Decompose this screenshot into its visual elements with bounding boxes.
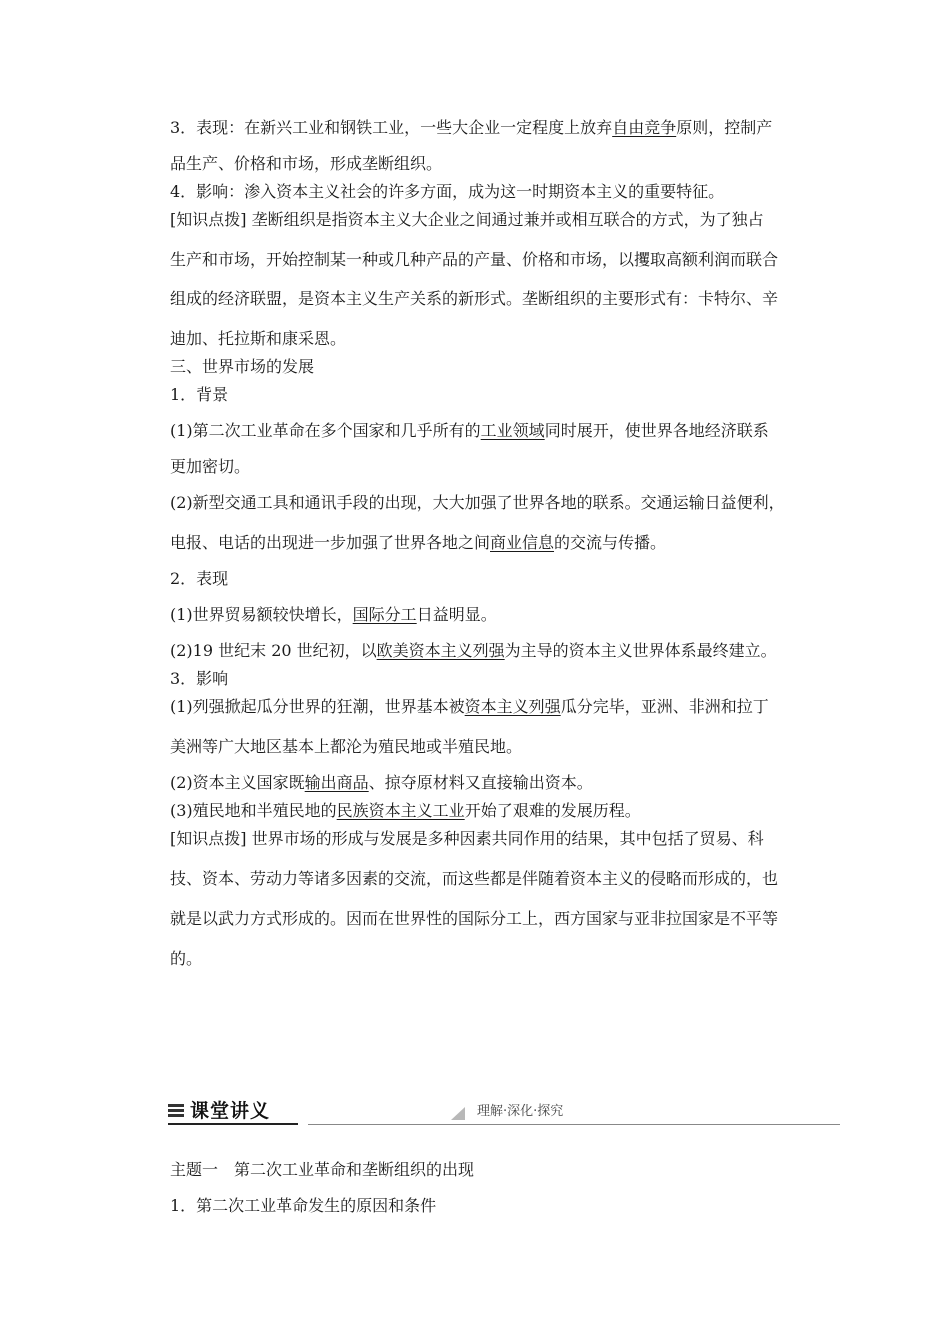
underlined-term: 资本主义列强 [464,697,561,716]
paragraph: 3．表现：在新兴工业和钢铁工业，一些大企业一定程度上放弃自由竞争原则，控制产 [170,118,773,137]
lecture-content [170,1160,820,1215]
sub-heading: 2．表现 [170,569,229,588]
paragraph: (2)新型交通工具和通讯手段的出现，大大加强了世界各地的联系。交通运输日益便利， [170,493,785,512]
paragraph: 4．影响：渗入资本主义社会的许多方面，成为这一时期资本主义的重要特征。 [170,182,725,201]
paragraph: (3)殖民地和半殖民地的民族资本主义工业开始了艰难的发展历程。 [170,801,641,820]
main-content [170,118,820,968]
paragraph: 电报、电话的出现进一步加强了世界各地之间商业信息的交流与传播。 [170,533,667,552]
underlined-term: 国际分工 [352,605,417,624]
paragraph: (1)世界贸易额较快增长，国际分工日益明显。 [170,605,497,624]
sub-heading: 1．第二次工业革命发生的原因和条件 [170,1196,437,1215]
section-banner [168,1098,840,1128]
underlined-term: 商业信息 [490,533,555,552]
underlined-term: 民族资本主义工业 [336,801,465,820]
paragraph: 品生产、价格和市场，形成垄断组织。 [170,154,443,173]
paragraph: (2)19 世纪末 20 世纪初，以欧美资本主义列强为主导的资本主义世界体系最终建立。 [170,641,777,660]
triangle-icon [451,1107,465,1120]
banner-underline [168,1123,298,1125]
underlined-term: 工业领域 [480,421,545,440]
paragraph: 迪加、托拉斯和康采恩。 [170,329,347,348]
topic-heading: 主题一 第二次工业革命和垄断组织的出现 [170,1160,475,1179]
paragraph: 的。 [170,949,203,968]
knowledge-tip: [知识点拨] 垄断组织是指资本主义大企业之间通过兼并或相互联合的方式，为了独占 [170,210,764,229]
paragraph: 美洲等广大地区基本上都沦为殖民地或半殖民地。 [170,737,523,756]
paragraph: 生产和市场，开始控制某一种或几种产品的产量、价格和市场，以攫取高额利润而联合 [170,250,779,269]
banner-rule [308,1124,840,1125]
underlined-term: 输出商品 [304,773,369,792]
sub-heading: 1．背景 [170,385,229,404]
paragraph: 技、资本、劳动力等诸多因素的交流，而这些都是伴随着资本主义的侵略而形成的，也 [170,869,779,888]
underlined-term: 欧美资本主义列强 [376,641,505,660]
paragraph: (1)第二次工业革命在多个国家和几乎所有的工业领域同时展开，使世界各地经济联系 [170,421,769,440]
underlined-term: 自由竞争 [612,118,677,137]
banner-subtitle: 理解·深化·探究 [477,1104,564,1119]
paragraph: (1)列强掀起瓜分世界的狂潮，世界基本被资本主义列强瓜分完毕，亚洲、非洲和拉丁 [170,697,769,716]
stripes-icon [168,1104,184,1120]
paragraph: 更加密切。 [170,457,251,476]
paragraph: (2)资本主义国家既输出商品、掠夺原材料又直接输出资本。 [170,773,593,792]
sub-heading: 3．影响 [170,669,229,688]
banner-title: 课堂讲义 [190,1100,271,1122]
paragraph: 就是以武力方式形成的。因而在世界性的国际分工上，西方国家与亚非拉国家是不平等 [170,909,779,928]
section-heading: 三、世界市场的发展 [170,357,315,376]
knowledge-tip: [知识点拨] 世界市场的形成与发展是多种因素共同作用的结果，其中包括了贸易、科 [170,829,764,848]
paragraph: 组成的经济联盟，是资本主义生产关系的新形式。垄断组织的主要形式有：卡特尔、辛 [170,289,779,308]
